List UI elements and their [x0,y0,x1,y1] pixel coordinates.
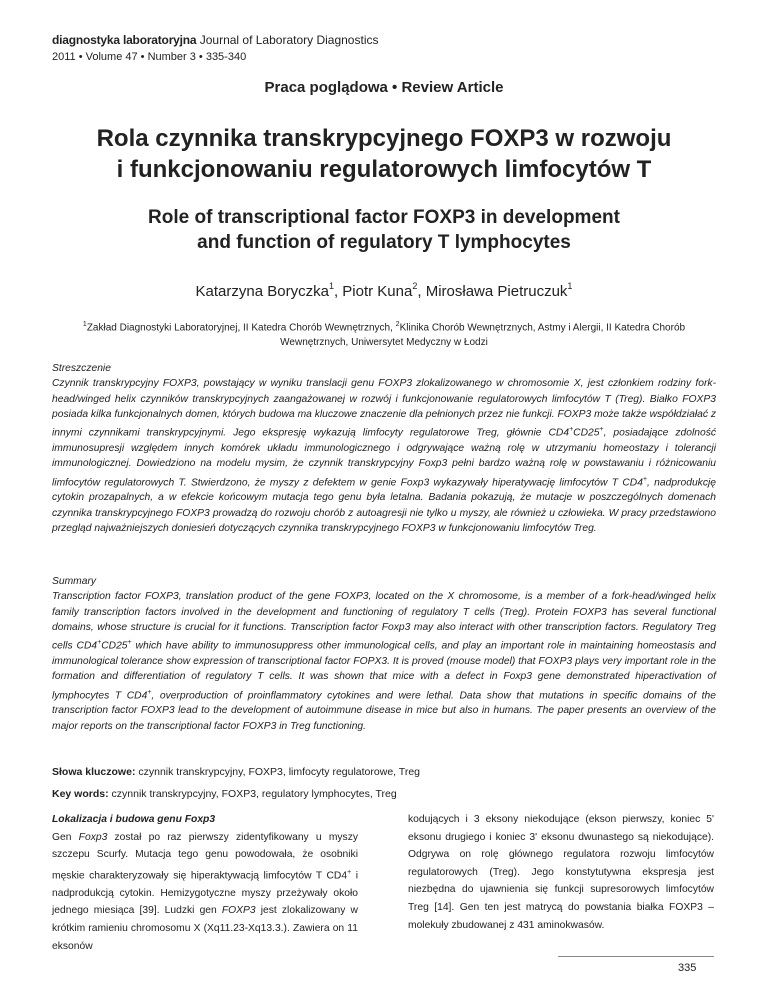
affiliation-text: Zakład Diagnostyki Laboratoryjnej, II Katedra Chorób Wewnętrznych, [86,322,396,334]
title-polish-line-2: i funkcjonowaniu regulatorowych limfocytów T [116,156,652,183]
abstract-english-heading: Summary [52,576,97,587]
title-english-line-1: Role of transcriptional factor FOXP3 in development [148,207,620,228]
title-english-line-2: and function of regulatory T lymphocytes [197,232,571,253]
section-heading: Lokalizacja i budowa genu Foxp3 [52,814,216,825]
author-name: Mirosława Pietruczuk [425,283,568,300]
article-type: Praca poglądowa • Review Article [264,79,504,96]
body-column-left [52,811,358,955]
abstract-text: CD25 [101,640,128,652]
author-affiliation-mark: 2 [412,281,418,291]
body-column-right [408,811,714,934]
affiliations [80,317,688,350]
affiliation-mark: 1 [82,321,87,328]
body-text: Gen [52,831,79,843]
abstract-english [52,574,716,734]
footer-rule [558,956,714,957]
keywords-polish-label: Słowa kluczowe: [52,766,136,778]
superscript: + [599,426,604,434]
superscript: + [127,639,132,647]
title-polish-line-1: Rola czynnika transkrypcyjnego FOXP3 w rozwoju [96,125,672,152]
affiliation-text: Klinika Chorób Wewnętrznych, Astmy i Alergii, II Katedra Chorób Wewnętrznych, Uniwersytet Medyczny w Łodzi [280,322,686,349]
author-name: Katarzyna Boryczka [195,283,329,300]
abstract-text: , overproduction of proinflammatory cytokines and were lethal. Data show that mutations in specific domains of the transcription factor FOXP3 lead to the development of autoimmune disease in mice but also in humans. The paper presents an overview of the major reports on the transcriptional factor FOXP3 in Treg functioning. [52,689,716,732]
author-list [0,283,768,300]
keywords-polish [52,765,716,780]
author-separator: , [333,283,343,300]
superscript: + [97,639,102,647]
title-polish [60,123,708,185]
abstract-text: Transcription factor FOXP3, translation product of the gene FOXP3, located on the X chromosome, is a member of a fork-head/winged helix family transcription factors involved in the development and functioning of regulatory T cells (Treg). Protein FOXP3 has several functional domains, whose structure is crucial for it functions. Transcription factor Foxp3 may also interact with other transcription factors. Regulatory Treg cells CD4 [52,591,716,652]
abstract-text: , nadprodukcję cytokin prozapalnych, a w efekcie końcowym mutacja tego genu była letalna. Badania pokazują, że mutacje w poszczególnych domenach czynnika transkrypcyjnego FOXP3 prowadzą do rozwoju chorób z autoagresji nie tylko u myszy, ale również u człowieka. W pracy przedstawiono przegląd najważniejszych doniesień dotyczących czynnika transkrypcyjnego FOXP3 w funkcjonowaniu limfocytów Treg. [52,476,716,534]
superscript: + [642,475,648,483]
body-text: i nadprodukcją cytokin. Hemizygotyczne myszy przeżywały około jednego miesiąca [39]. Ludzki gen [52,870,359,917]
gene-name: FOXP3 [221,905,256,917]
body-text: został po raz pierwszy zidentyfikowany u myszy szczepu Scurfy. Mutacja tego genu powodowała, że osobniki męskie charakteryzowały się hiperaktywacją limfocytów T CD4 [52,831,358,882]
affiliation-mark: 2 [395,321,400,328]
journal-brand: diagnostyka laboratoryjna [52,33,197,47]
gene-name: Foxp3 [78,831,108,843]
journal-issue: 2011 • Volume 47 • Number 3 • 335-340 [52,51,247,63]
superscript: + [347,868,352,876]
keywords-polish-text: czynnik transkrypcyjny, FOXP3, limfocyty regulatorowe, Treg [135,766,421,778]
keywords-english-text: czynnik transkrypcyjny, FOXP3, regulatory lymphocytes, Treg [108,788,397,800]
journal-header [52,32,378,66]
page-number: 335 [678,962,697,974]
abstract-polish [52,361,716,536]
author-name: Piotr Kuna [342,283,413,300]
superscript: + [147,688,152,696]
body-text: jest zlokalizowany w krótkim ramieniu chromosomu X (Xq11.23-Xq13.3.). Zawiera on 11 eksonów [52,905,358,952]
keywords-english-label: Key words: [52,788,109,800]
keywords-english [52,787,716,802]
journal-name: Journal of Laboratory Diagnostics [199,33,379,47]
author-separator: , [417,283,426,300]
author-affiliation-mark: 1 [328,281,334,291]
title-english [60,205,708,255]
abstract-text: , posiadające zdolność immunosupresji względem innych komórek układu immunologicznego i odgrywające ważną rolę w utrzymaniu homeostazy i tolerancji immunologicznej. Dowiedziono na modelu mysim, że czynnik transkrypcyjny Foxp3 pełni bardzo ważną rolę w powstawaniu i różnicowaniu limfocytów regulatorowych T. Stwierdzono, że myszy z defektem w genie Foxp3 wykazywały hiperatywację limfocytów T CD4 [52,427,716,488]
body-text: kodujących i 3 eksony niekodujące (ekson pierwszy, koniec 5' eksonu drugiego i koniec 3' eksonu dwunastego są niekodujące). Odgrywa on rolę głównego regulatora rozwoju limfocytów regulatorowych (Treg). Jego konstytutywna ekspresja jest niezbędna do ujawnienia się funkcji supresorowych limfocytów Treg [14]. Gen ten jest matrycą do powstania białka FOXP3 – molekuły zbudowanej z 431 aminokwasów. [408,814,714,931]
abstract-polish-heading: Streszczenie [52,363,111,374]
abstract-text: which have ability to immunosuppress other immunological cells, and play an important role in maintaining homeostasis and immunological tolerance show expression of transcriptional factor FOPX3. It is proved (mouse model) that FOXP3 plays very important role in the formation and differentiation of regulatory T cells. It was shown that mice with a defect in Foxp3 gene demonstrated hiperactivation of lymphocytes T CD4 [52,640,716,701]
superscript: + [569,426,574,434]
author-affiliation-mark: 1 [567,281,573,291]
abstract-text: Czynnik transkrypcyjny FOXP3, powstający w wyniku translacji genu FOXP3 zlokalizowanego w chromosomie X, jest członkiem rodziny fork-head/winged helix czynników transkrypcyjnych zaangażowanej w rozwój i funkcjonowanie regulatorowych limfocytów T (Treg). Białko FOXP3 posiada kilka funkcjonalnych domen, których budowa ma kluczowe znaczenie dla pełnionych przez nie funkcji. FOXP3 może także współdziałać z innymi czynnikami transkrypcyjnymi. Jego ekspresję wykazują limfocyty regulatorowe Treg, głównie CD4 [52,378,716,439]
abstract-text: CD25 [573,427,600,439]
